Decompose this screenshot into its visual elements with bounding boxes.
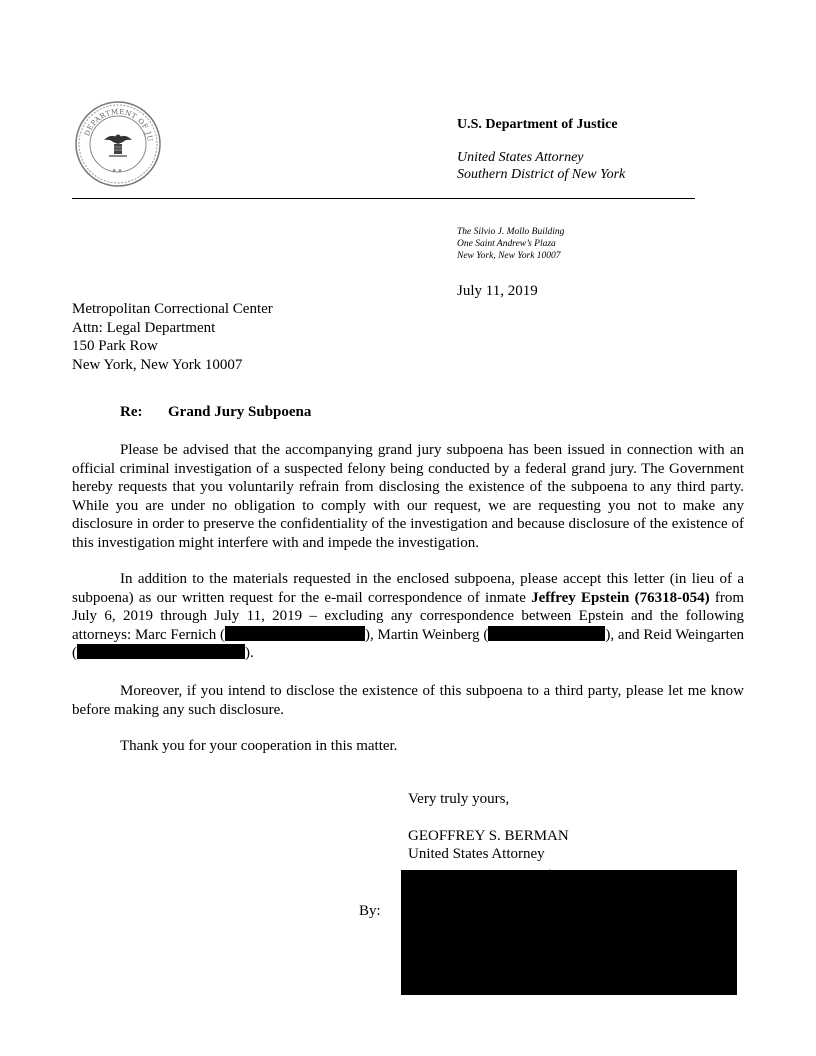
paragraph-1-text: Please be advised that the accompanying grand jury subpoena has been issued in connection with an official criminal investigation of a suspected felony being conducted by a federal grand jury. The Government hereby requests that you voluntarily refrain from disclosing the existence of the subpoena to any third party. While you are under no obligation to comply with our request, we are requesting you not to make any disclosure in order to preserve the confidentiality of the investigation and because disclosure of the existence of this investigation might interfere with and impede the investigation. [72, 442, 744, 551]
closing-block [408, 790, 569, 864]
recipient-line-3: 150 Park Row [72, 338, 158, 354]
seal-text: DEPARTMENT OF JU [83, 107, 155, 143]
svg-text:★ ★: ★ ★ [112, 169, 123, 174]
subject-text: Grand Jury Subpoena [168, 404, 312, 420]
redaction-block [225, 626, 365, 641]
subject-line [120, 404, 311, 421]
redaction-block [488, 626, 605, 641]
office-address-line-3: New York, New York 10007 [457, 251, 561, 261]
paragraph-1 [72, 441, 744, 552]
letterhead [457, 116, 757, 183]
inmate-name: Jeffrey Epstein (76318-054) [531, 589, 710, 606]
office-address-line-2: One Saint Andrew’s Plaza [457, 239, 556, 249]
signature-redaction-block [401, 870, 737, 995]
paragraph-2-part-a: In addition to the materials requested in the enclosed subpoena, please accept this letter (in lieu of a subpoena) as our written request for the e-mail correspondence of inmate [72, 571, 744, 606]
paragraph-2-part-e: ). [245, 645, 254, 661]
header-rule [72, 198, 695, 199]
doj-seal-icon [74, 100, 162, 188]
office-line-1: United States Attorney [457, 150, 584, 165]
department-name: U.S. Department of Justice [457, 117, 618, 132]
subject-label: Re: [120, 404, 143, 420]
office-block [457, 149, 757, 183]
paragraph-3 [72, 682, 744, 719]
office-address-line-1: The Silvio J. Mollo Building [457, 227, 565, 237]
paragraph-2-text [72, 570, 744, 663]
office-address [457, 226, 564, 262]
paragraph-3-text: Moreover, if you intend to disclose the existence of this subpoena to a third party, please let me know before making any such disclosure. [72, 683, 744, 718]
salutation: Very truly yours, [408, 791, 510, 807]
signer-title: United States Attorney [408, 846, 545, 862]
recipient-line-1: Metropolitan Correctional Center [72, 301, 273, 317]
paragraph-4-text: Thank you for your cooperation in this matter. [120, 738, 398, 754]
letter-date: July 11, 2019 [457, 283, 538, 299]
paragraph-2-part-b: from July 6, 2019 through July 11, 2019 – excluding any correspondence between Epstein and the following attorneys: Marc Fernich ( [72, 589, 744, 643]
redaction-block [77, 644, 245, 659]
paragraph-4 [72, 737, 744, 756]
paragraph-2-part-c: ), Martin Weinberg ( [365, 626, 489, 643]
office-line-2: Southern District of New York [457, 167, 626, 182]
recipient-line-2: Attn: Legal Department [72, 319, 216, 336]
paragraph-2 [72, 570, 744, 663]
by-label: By: [359, 903, 381, 919]
recipient-line-4: New York, New York 10007 [72, 356, 243, 373]
signer-name: GEOFFREY S. BERMAN [408, 827, 569, 844]
svg-text:DEPARTMENT OF JUSTICE [74, 100, 154, 142]
paragraph-2-part-d: ), and Reid Weingarten ( [72, 626, 744, 661]
recipient-address [72, 300, 273, 374]
